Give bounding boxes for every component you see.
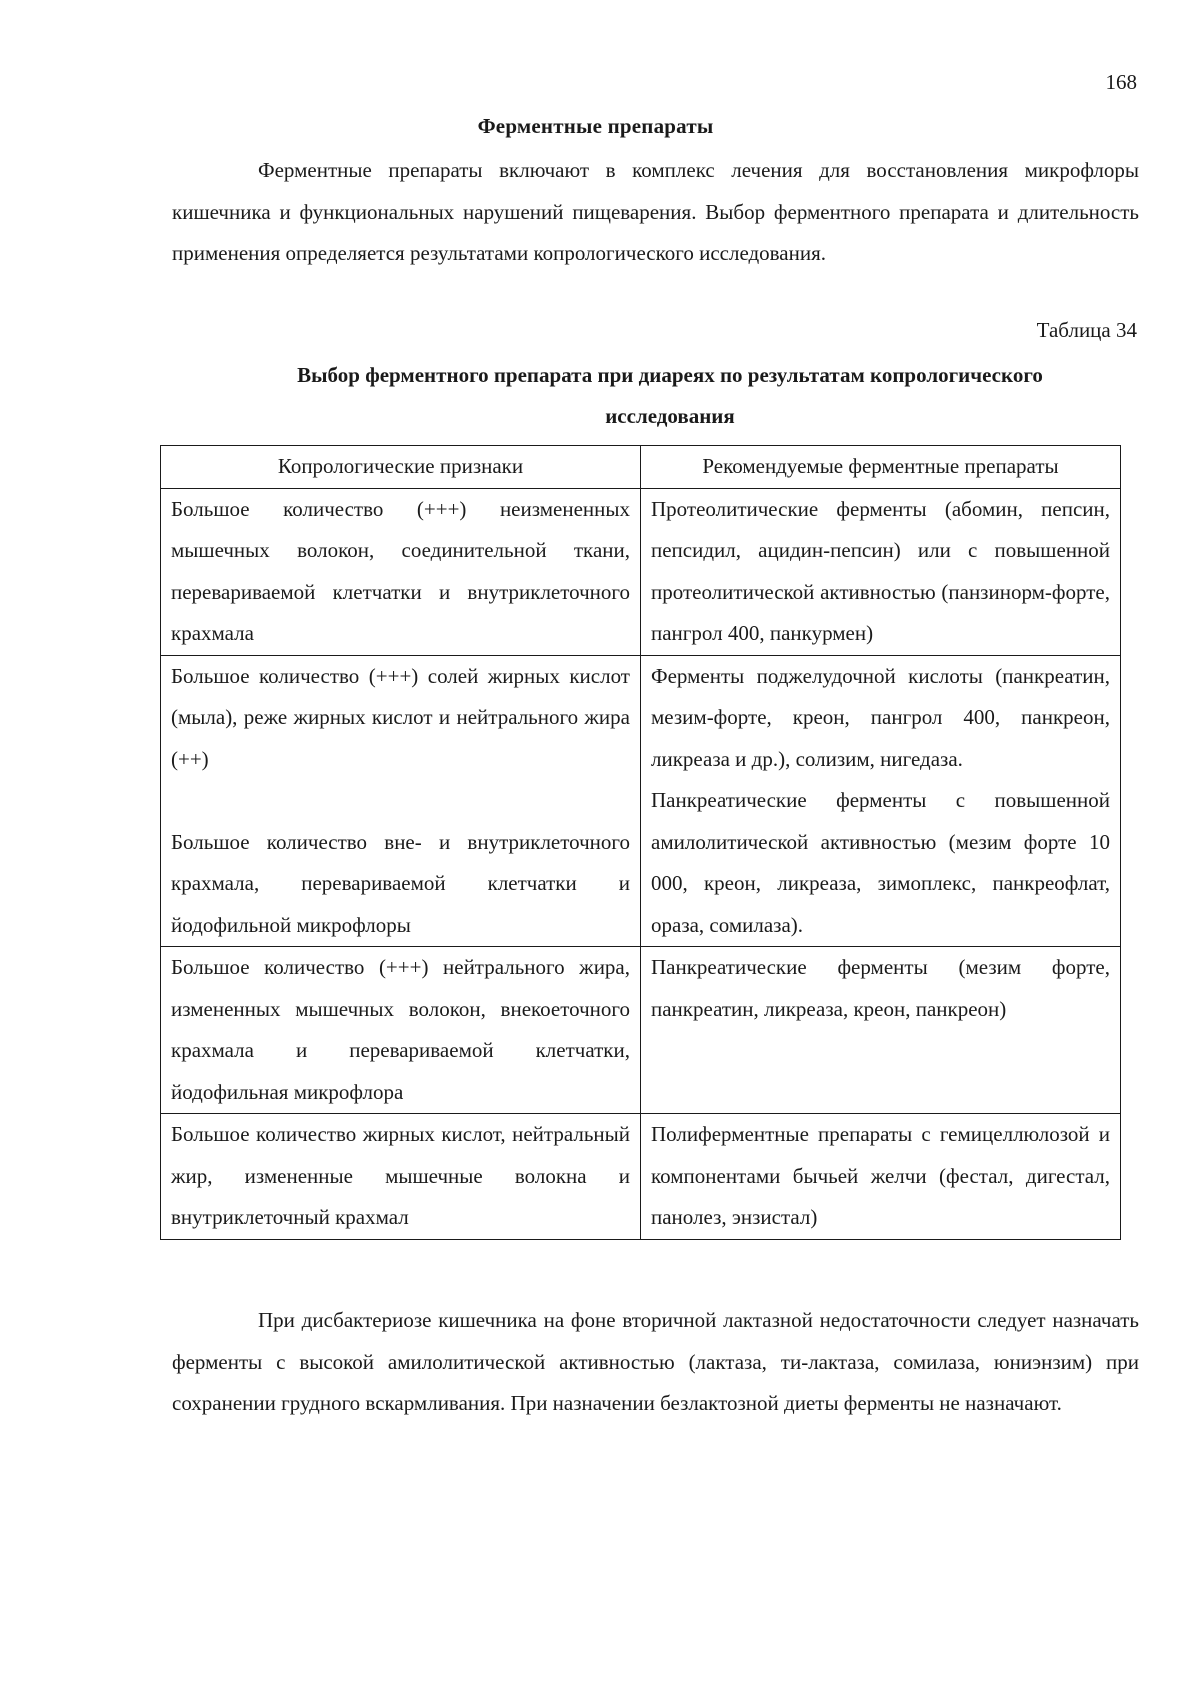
- drugs-text: Панкреатические ферменты (мезим форте, панкреатин, ликреаза, креон, панкреон): [651, 955, 1110, 1021]
- table-row: [161, 488, 1121, 655]
- signs-text: Большое количество жирных кислот, нейтральный жир, измененные мышечные волокна и внутриклеточный крахмал: [171, 1122, 630, 1229]
- outro-paragraph: [172, 1300, 1139, 1425]
- table-title-line1: Выбор ферментного препарата при диареях по результатам копрологического: [297, 363, 1043, 387]
- signs-text: Большое количество (+++) солей жирных кислот (мыла), реже жирных кислот и нейтрального жира (++): [171, 663, 630, 771]
- table-row: [161, 1114, 1121, 1240]
- signs-cell: [161, 655, 641, 947]
- drugs-text: Полиферментные препараты с гемицеллюлозой и компонентами бычьей желчи (фестал, дигестал, панолез, энзистал): [651, 1122, 1110, 1229]
- signs-text: Большое количество (+++) неизмененных мышечных волокон, соединительной ткани, перевариваемой клетчатки и внутриклеточного крахмала: [171, 496, 630, 645]
- table-row: [161, 655, 1121, 947]
- table-header-row: [161, 446, 1121, 489]
- drugs-cell: [641, 947, 1121, 1114]
- signs-text: Большое количество вне- и внутриклеточного крахмала, перевариваемой клетчатки и йодофильной микрофлоры: [171, 829, 630, 937]
- drugs-cell: [641, 1114, 1121, 1240]
- signs-cell: [161, 488, 641, 655]
- header-coprological-signs: Копрологические признаки: [161, 446, 641, 489]
- drugs-text: Ферменты поджелудочной кислоты (панкреатин, мезим-форте, креон, пангрол 400, панкреон, ликреаза и др.), солизим, нигедаза.: [651, 663, 1110, 771]
- enzyme-selection-table: [160, 445, 1121, 1240]
- signs-cell: [161, 947, 641, 1114]
- table-title-line2: исследования: [605, 404, 735, 428]
- drugs-text: Панкреатические ферменты с повышенной амилолитической активностью (мезим форте 10 000, креон, ликреаза, зимоплекс, панкреофлат, ораза, сомилаза).: [651, 788, 1110, 937]
- drugs-cell: [641, 488, 1121, 655]
- signs-cell: [161, 1114, 641, 1240]
- table-label: Таблица 34: [1036, 318, 1137, 342]
- intro-paragraph-text: Ферментные препараты включают в комплекс лечения для восстановления микрофлоры кишечника и функциональных нарушений пищеварения. Выбор ферментного препарата и длительность применения определяется результатами копрологического исследования.: [172, 158, 1139, 265]
- table-title: [160, 355, 1140, 437]
- drugs-cell: [641, 655, 1121, 947]
- outro-paragraph-text: При дисбактериозе кишечника на фоне вторичной лактазной недостаточности следует назначать ферменты с высокой амилолитической активностью (лактаза, ти-лактаза, сомилаза, юниэнзим) при сохранении грудного вскармливания. При назначении безлактозной диеты ферменты не назначают.: [172, 1308, 1139, 1415]
- drugs-text: Протеолитические ферменты (абомин, пепсин, пепсидил, ацидин-пепсин) или с повышенной протеолитической активностью (панзинорм-форте, пангрол 400, панкурмен): [651, 496, 1110, 645]
- page-number: 168: [1105, 70, 1137, 94]
- signs-text: Большое количество (+++) нейтрального жира, измененных мышечных волокон, внекоеточного крахмала и перевариваемой клетчатки, йодофильная микрофлора: [171, 955, 630, 1104]
- intro-paragraph: [172, 150, 1139, 275]
- table-row: [161, 947, 1121, 1114]
- spacer: [171, 780, 630, 822]
- section-title: Ферментные препараты: [477, 114, 714, 138]
- header-recommended-drugs: Рекомендуемые ферментные препараты: [641, 446, 1121, 489]
